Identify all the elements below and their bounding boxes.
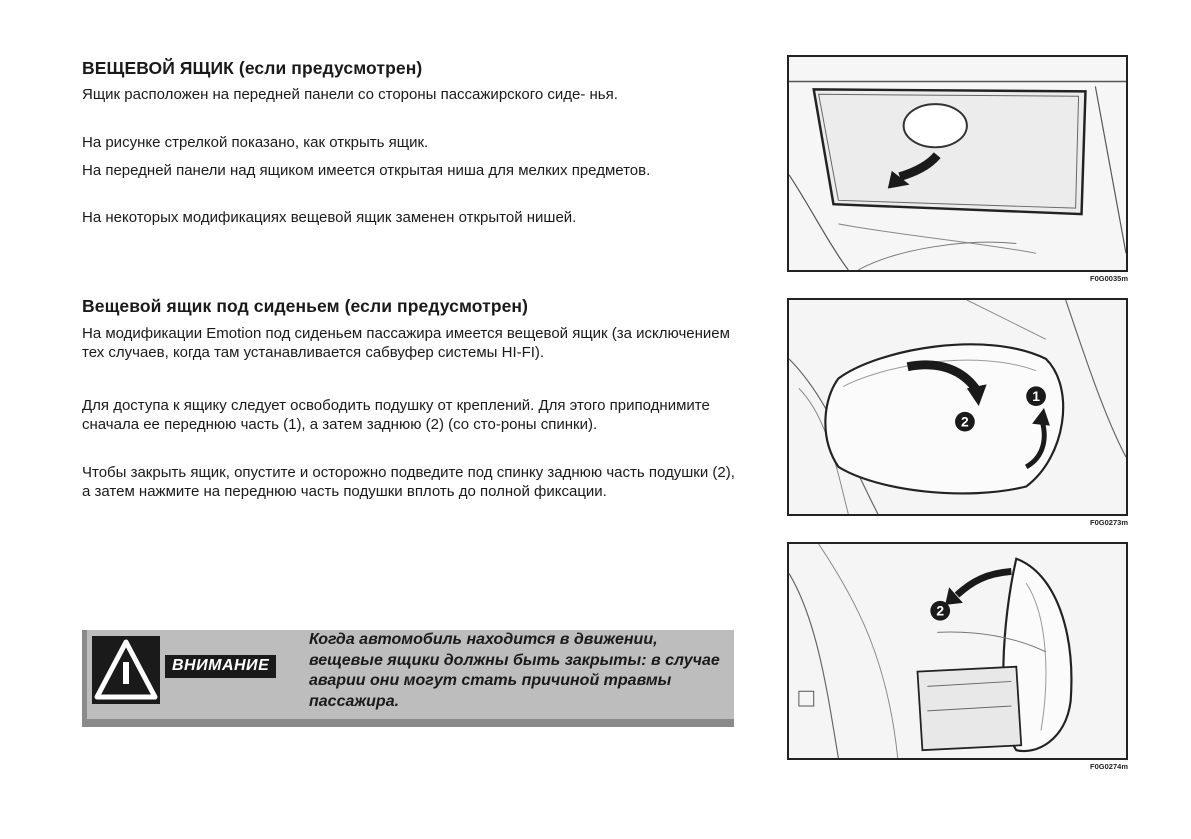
- warning-box-edge: [82, 630, 87, 727]
- figure2-marker-2: 2: [961, 414, 969, 430]
- warning-triangle-icon: [92, 636, 160, 704]
- section2-paragraph-3: Чтобы закрыть ящик, опустите и осторожно подведите под спинку заднюю часть подушки (2), а затем нажмите на переднюю часть подушки вплоть до полной фиксации.: [82, 464, 735, 500]
- section1-paragraph-2: На рисунке стрелкой показано, как открыть ящик.: [82, 134, 429, 151]
- figure-glovebox: [787, 55, 1128, 272]
- section2-paragraph-1: На модификации Emotion под сиденьем пассажира имеется вещевой ящик (за исключением тех случаев, когда там устанавливается сабвуфер системы HI-FI).: [82, 325, 730, 361]
- section1-paragraph-1: Ящик расположен на передней панели со стороны пассажирского сиде- нья.: [82, 86, 618, 103]
- figure-code-3: F0G0274m: [1090, 762, 1128, 771]
- section2-paragraph-2: Для доступа к ящику следует освободить подушку от креплений. Для этого приподнимите сначала ее переднюю часть (1), а затем заднюю (2) (со сто-роны спинки).: [82, 397, 710, 433]
- warning-label: ВНИМАНИЕ: [165, 655, 276, 678]
- figure-code-2: F0G0273m: [1090, 518, 1128, 527]
- section2-title: Вещевой ящик под сиденьем (если предусмотрен): [82, 296, 529, 316]
- warning-box-shadow: [82, 719, 734, 727]
- section1-paragraph-3: На передней панели над ящиком имеется открытая ниша для мелких предметов.: [82, 162, 651, 179]
- figure-under-seat-box: [787, 542, 1128, 760]
- warning-box: [82, 630, 734, 727]
- figure2-marker-1: 1: [1032, 389, 1040, 405]
- figure-code-1: F0G0035m: [1090, 274, 1128, 283]
- figure3-marker-2: 2: [936, 603, 945, 619]
- warning-text: Когда автомобиль находится в движении, вещевые ящики должны быть закрыты: в случае аварии они могут стать причиной травмы пассажира.: [309, 631, 720, 710]
- figure-seat-cushion: [787, 298, 1128, 516]
- section1-title: ВЕЩЕВОЙ ЯЩИК (если предусмотрен): [82, 58, 423, 78]
- section1-paragraph-4: На некоторых модификациях вещевой ящик заменен открытой нишей.: [82, 209, 577, 226]
